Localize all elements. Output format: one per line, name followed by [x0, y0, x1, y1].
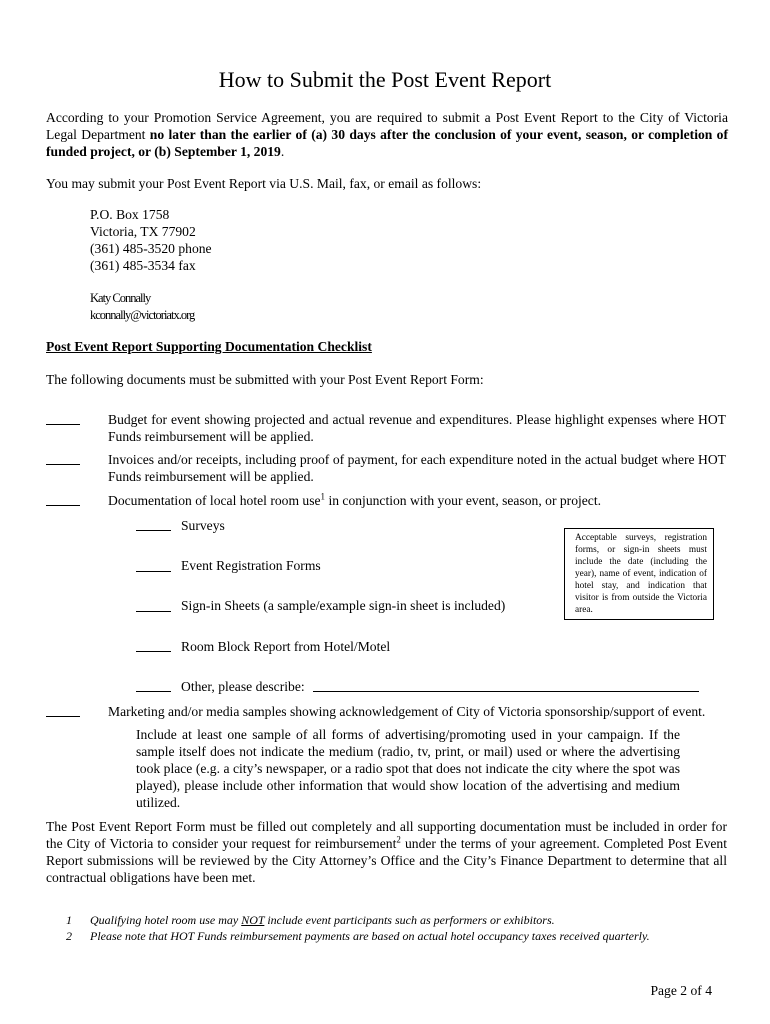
- closing-after: under the terms of your agreement. Completed Post Event Report submissions will be reviewed by the City Attorney’s Office and the City’s Finance Department to determine that all contractual obligations have been met.: [46, 836, 727, 885]
- checkbox-blank-signin[interactable]: [136, 611, 171, 612]
- checklist-heading: Post Event Report Supporting Documentation Checklist: [46, 339, 372, 354]
- contact-name: Katy Connally: [90, 291, 151, 305]
- checkbox-blank-invoices[interactable]: [46, 464, 80, 465]
- checkbox-blank-hotel[interactable]: [46, 505, 80, 506]
- closing-paragraph: [46, 818, 727, 886]
- footnote-ref-1: 1: [320, 491, 326, 502]
- checkbox-blank-registration[interactable]: [136, 571, 171, 572]
- page-number: Page 2 of 4: [650, 983, 712, 998]
- checkbox-blank-marketing[interactable]: [46, 716, 80, 717]
- hotel-text-after: in conjunction with your event, season, or project.: [325, 493, 602, 508]
- submit-methods: You may submit your Post Event Report via U.S. Mail, fax, or email as follows:: [46, 176, 482, 191]
- page-title: How to Submit the Post Event Report: [218, 67, 552, 92]
- footnote-1-after: include event participants such as performers or exhibitors.: [264, 913, 555, 927]
- footnote-1-not: NOT: [241, 913, 265, 927]
- footnote-ref-2: 2: [396, 834, 401, 845]
- acceptable-documents-note: Acceptable surveys, registration forms, or sign-in sheets must include the date (including the year), name of event, indication of hotel stay, and indication that visitor is from outside the Victoria area.: [564, 528, 714, 620]
- sub-item-other: Other, please describe:: [181, 679, 305, 694]
- checklist-item-marketing: Marketing and/or media samples showing acknowledgement of City of Victoria sponsorship/support of event.: [108, 704, 706, 719]
- mailing-address: [90, 206, 390, 274]
- footnote-1-number: 1: [66, 913, 72, 927]
- city-line: Victoria, TX 77902: [90, 224, 196, 239]
- hotel-text-before: Documentation of local hotel room use: [108, 493, 321, 508]
- po-box: P.O. Box 1758: [90, 207, 170, 222]
- footnote-2-text: Please note that HOT Funds reimbursement payments are based on actual hotel occupancy taxes received quarterly.: [90, 929, 650, 943]
- sub-item-surveys: Surveys: [181, 518, 225, 533]
- intro-paragraph: [46, 109, 728, 160]
- closing-before: The Post Event Report Form must be filled out completely and all supporting documentation must be included in order for the City of Victoria to consider your request for reimbursement: [46, 819, 727, 851]
- contact-email: kconnally@victoriatx.org: [90, 308, 195, 322]
- phone-number: (361) 485-3520 phone: [90, 241, 212, 256]
- checklist-item-hotel: [108, 492, 726, 509]
- footnote-1: [66, 912, 726, 928]
- footnote-2-number: 2: [66, 929, 72, 943]
- footnote-1-before: Qualifying hotel room use may: [90, 913, 242, 927]
- intro-tail: .: [280, 144, 285, 159]
- sub-item-room-block: Room Block Report from Hotel/Motel: [181, 639, 391, 654]
- contact-block: [90, 290, 390, 324]
- intro-lead: According to your Promotion Service Agreement, you are required to submit a Post Event Report to the City of Victoria Legal Department: [46, 110, 728, 142]
- footnotes: [66, 912, 726, 944]
- sub-item-registration: Event Registration Forms: [181, 558, 321, 573]
- sub-item-signin: Sign-in Sheets (a sample/example sign-in sheet is included): [181, 598, 506, 613]
- footnote-2: [66, 928, 726, 944]
- checkbox-blank-surveys[interactable]: [136, 530, 171, 531]
- other-describe-line[interactable]: [313, 691, 699, 692]
- checklist-item-budget: Budget for event showing projected and actual revenue and expenditures. Please highlight expenses where HOT Funds reimbursement will be applied.: [108, 412, 726, 444]
- checklist-item-invoices: Invoices and/or receipts, including proof of payment, for each expenditure noted in the actual budget where HOT Funds reimbursement will be applied.: [108, 452, 726, 484]
- checkbox-blank-budget[interactable]: [46, 424, 80, 425]
- fax-number: (361) 485-3534 fax: [90, 258, 196, 273]
- intro-deadline: no later than the earlier of (a) 30 days after the conclusion of your event, season, or completion of funded project, or (b) September 1, 2019: [46, 127, 728, 159]
- checklist-intro: The following documents must be submitted with your Post Event Report Form:: [46, 372, 484, 387]
- checkbox-blank-other[interactable]: [136, 691, 171, 692]
- marketing-detail: Include at least one sample of all forms of advertising/promoting used in your campaign. If the sample itself does not indicate the medium (radio, tv, print, or mail) used or where the advertising took place (e.g. a city’s newspaper, or a radio spot that does not indicate the city where the spot was played), please include other information that would show location of the advertising and medium utilized.: [136, 727, 680, 810]
- checkbox-blank-room-block[interactable]: [136, 651, 171, 652]
